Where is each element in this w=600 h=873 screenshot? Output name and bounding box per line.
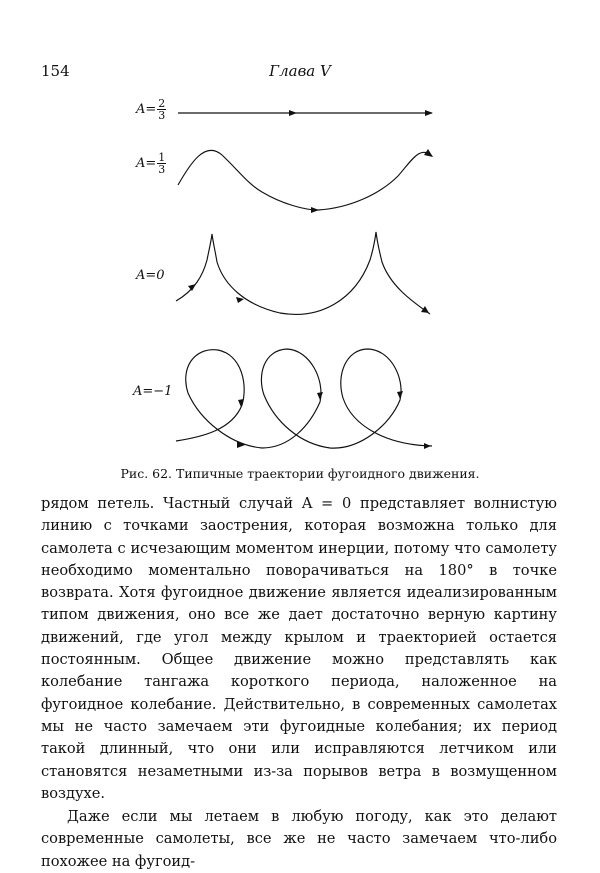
body-text xyxy=(41,493,557,873)
arrowhead xyxy=(424,443,431,449)
trajectory-a-minus-one xyxy=(176,349,432,448)
paragraph: Даже если мы летаем в любую погоду, как это делают современные самолеты, все же не часто замечаем что-либо похожее на фугоид- xyxy=(41,808,557,870)
arrowhead xyxy=(236,297,244,303)
label-a-zero: A=0 xyxy=(136,268,165,283)
arrowhead xyxy=(421,306,429,313)
label-a-two-thirds: A= $\frac{2}{3}$ xyxy=(136,97,166,122)
arrowhead xyxy=(188,284,196,291)
running-title: Глава V xyxy=(269,62,331,80)
trajectory-a-one-third xyxy=(178,150,432,210)
arrowhead xyxy=(424,149,433,157)
figure-caption: Рис. 62. Типичные траектории фугоидного движения. xyxy=(120,466,480,481)
paragraph: рядом петель. Частный случай A = 0 представляет волнистую линию с точками заострения, которая возможна только для самолета с исчезающим моментом инерции, потому что самолету необходимо моментально поворачиваться на 180° в точке возврата. Хотя фугоидное движение является идеализированным типом движения, оно все же дает достаточно верную картину движений, где угол между крылом и траекторией остается постоянным. Общее движение можно представлять как колебание тангажа короткого периода, наложенное на фугоидное колебание. Действительно, в современных самолетах мы не часто замечаем эти фугоидные колебания; их период такой длинный, что они или исправляются летчиком или становятся незаметными из-за порывов ветра в возмущенном воздухе. xyxy=(41,495,557,802)
arrowhead xyxy=(311,207,319,213)
arrowhead xyxy=(425,110,433,116)
label-a-one-third: A= $\frac{1}{3}$ xyxy=(136,151,166,176)
label-a-minus-one: A=−1 xyxy=(133,384,173,399)
arrowhead xyxy=(289,110,297,116)
arrowhead xyxy=(237,441,245,448)
arrowhead xyxy=(317,392,323,400)
arrowhead xyxy=(397,391,403,399)
trajectory-a-zero xyxy=(176,232,430,314)
page-number: 154 xyxy=(41,62,70,80)
